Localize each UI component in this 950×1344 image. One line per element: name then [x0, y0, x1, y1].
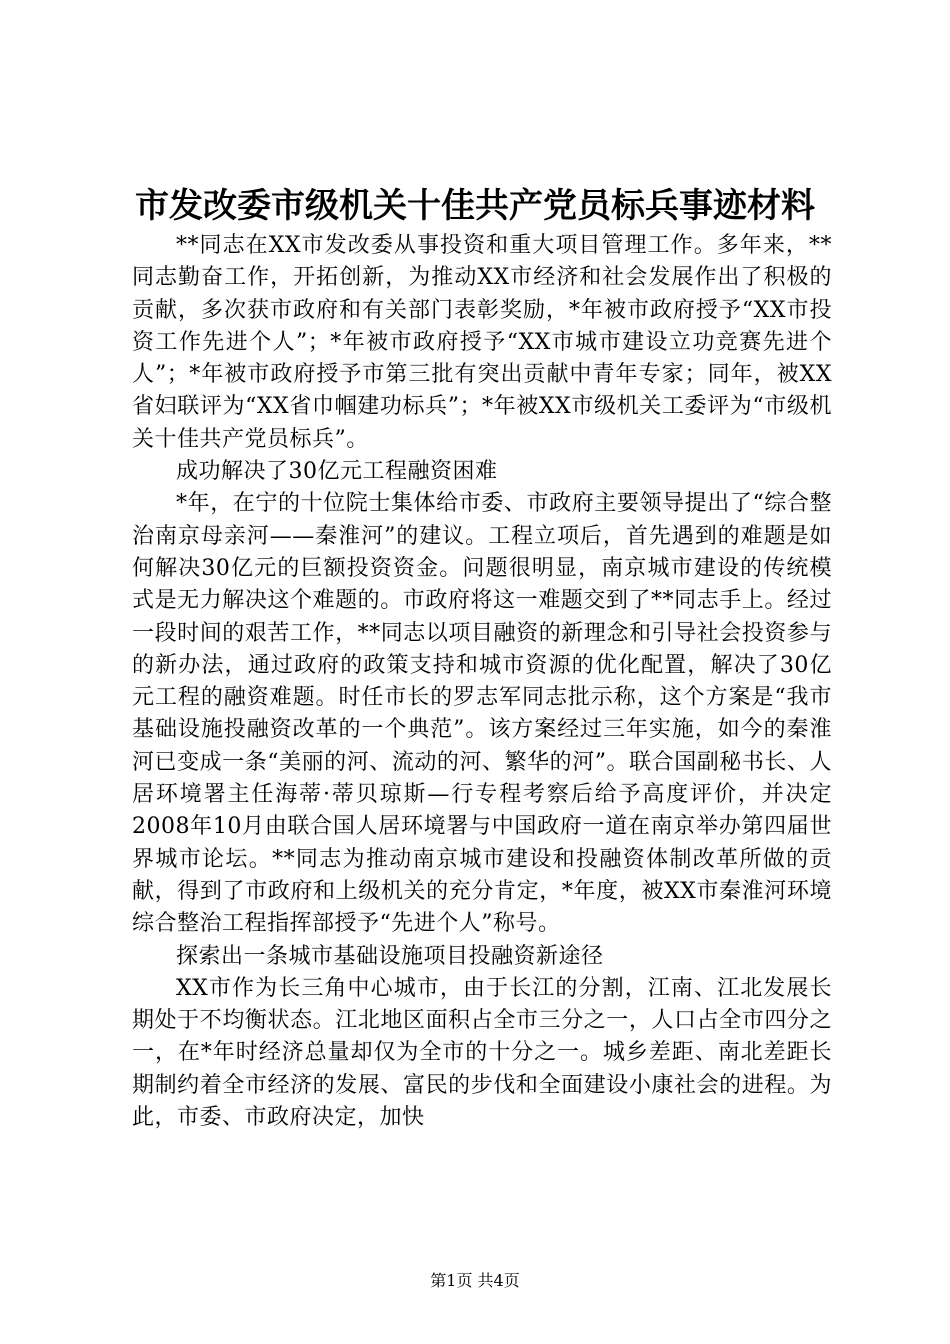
section-heading-financing: 成功解决了30亿元工程融资困难: [176, 459, 498, 485]
paragraph-intro: **同志在XX市发改委从事投资和重大项目管理工作。多年来，**同志勤奋工作，开拓创新，为推动XX市经济和社会发展作出了积极的贡献，多次获市政府和有关部门表彰奖励，*年被市政府授予“XX市投资工作先进个人”；*年被市政府授予“XX市城市建设立功竞赛先进个人”；*年被市政府授予市第三批有突出贡献中青年专家；同年，被XX省妇联评为“XX省巾帼建功标兵”；*年被XX市级机关工委评为“市级机关十佳共产党员标兵”。: [132, 233, 832, 452]
paragraph-new-approach: XX市作为长三角中心城市，由于长江的分割，江南、江北发展长期处于不均衡状态。江北地区面积占全市三分之一，人口占全市四分之一，在*年时经济总量却仅为全市的十分之一。城乡差距、南北差距长期制约着全市经济的发展、富民的步伐和全面建设小康社会的进程。为此，市委、市政府决定，加快: [132, 975, 832, 1131]
paragraph-financing: *年，在宁的十位院士集体给市委、市政府主要领导提出了“综合整治南京母亲河——秦淮河”的建议。工程立项后，首先遇到的难题是如何解决30亿元的巨额投资资金。问题很明显，南京城市建设的传统模式是无力解决这个难题的。市政府将这一难题交到了**同志手上。经过一段时间的艰苦工作，**同志以项目融资的新理念和引导社会投资参与的新办法，通过政府的政策支持和城市资源的优化配置，解决了30亿元工程的融资难题。时任市长的罗志军同志批示称，这个方案是“我市基础设施投融资改革的一个典范”。该方案经过三年实施，如今的秦淮河已变成一条“美丽的河、流动的河、繁华的河”。联合国副秘书长、人居环境署主任海蒂·蒂贝琼斯—行专程考察后给予高度评价，并决定2008年10月由联合国人居环境署与中国政府一道在南京举办第四届世界城市论坛。**同志为推动南京城市建设和投融资体制改革所做的贡献，得到了市政府和上级机关的充分肯定，*年度，被XX市秦淮河环境综合整治工程指挥部授予“先进个人”称号。: [132, 491, 832, 937]
document-body: [132, 230, 832, 1134]
page-footer: 第1页 共4页: [430, 1271, 520, 1290]
document-title: 市发改委市级机关十佳共产党员标兵事迹材料: [135, 186, 815, 226]
section-heading-new-approach: 探索出一条城市基础设施项目投融资新途径: [176, 943, 604, 969]
